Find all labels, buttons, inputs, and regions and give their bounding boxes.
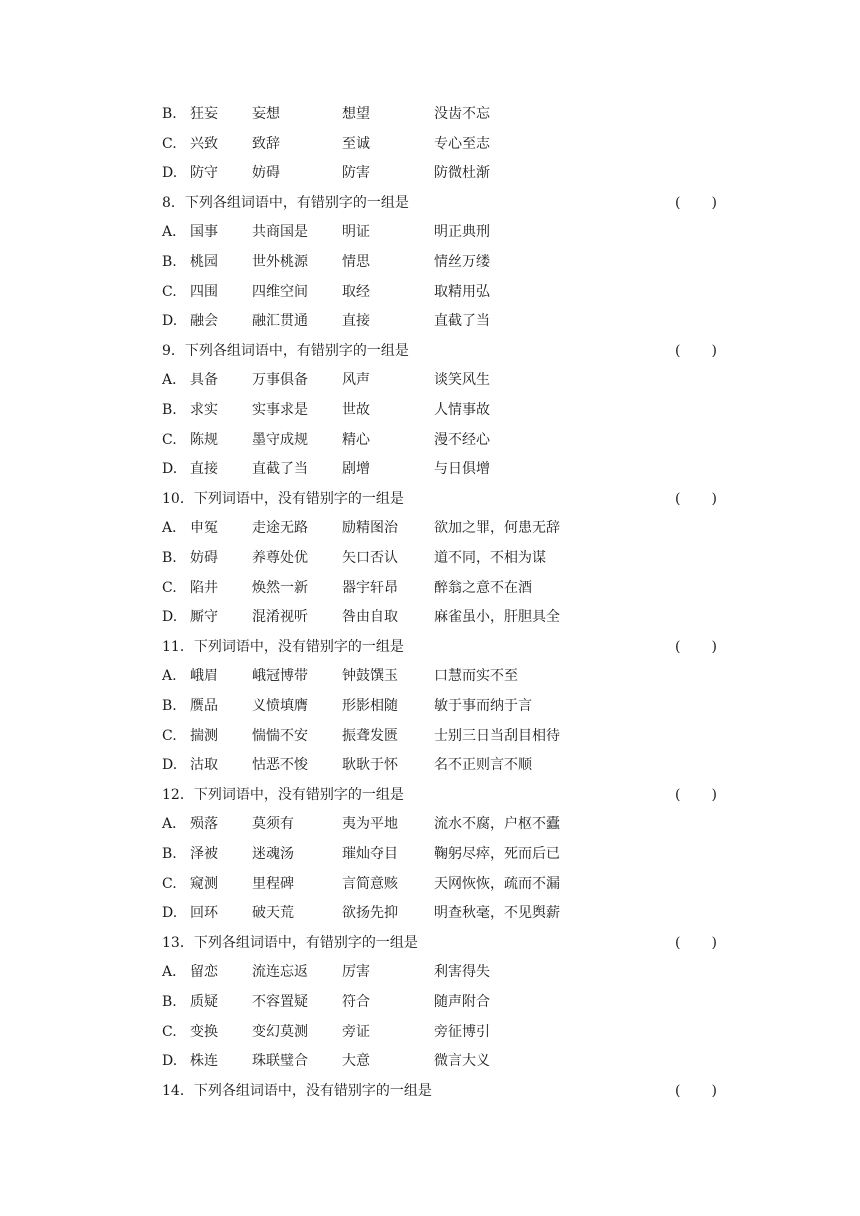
- option-word: 振聋发匮: [342, 728, 398, 744]
- option-label: B.: [162, 402, 177, 418]
- answer-bracket-open: (: [675, 491, 681, 507]
- answer-bracket-open: (: [675, 787, 681, 803]
- option-word: 四维空间: [252, 284, 308, 300]
- option-word: 株连: [190, 1053, 218, 1069]
- option-word: 咎由自取: [342, 609, 398, 625]
- option-word: 励精图治: [342, 520, 398, 536]
- option-label: A．: [162, 520, 187, 536]
- option-word: 取精用弘: [434, 284, 490, 300]
- answer-bracket: [675, 933, 717, 953]
- option-word: 妨碍: [190, 550, 218, 566]
- option-word: 实事求是: [252, 402, 308, 418]
- option-word: 没齿不忘: [434, 106, 490, 122]
- option-word: 直接: [190, 461, 218, 477]
- option-word: 里程碑: [252, 876, 294, 892]
- question-text: 13．下列各组词语中，有错别字的一组是: [162, 935, 418, 951]
- option-word: 防守: [190, 165, 218, 181]
- option-word: 至诚: [342, 136, 370, 152]
- question-text: 11．下列词语中，没有错别字的一组是: [162, 639, 404, 655]
- option-word: 不容置疑: [252, 994, 308, 1010]
- option-word: 天网恢恢，疏而不漏: [434, 876, 560, 892]
- question-text: 12．下列词语中，没有错别字的一组是: [162, 787, 404, 803]
- option-word: 陷井: [190, 580, 218, 596]
- option-word: 专心至志: [434, 136, 490, 152]
- answer-bracket-close: ): [711, 343, 717, 359]
- option-word: 殒落: [190, 816, 218, 832]
- question-text: 9．下列各组词语中，有错别字的一组是: [162, 343, 409, 359]
- answer-bracket: [675, 785, 717, 805]
- option-word: 大意: [342, 1053, 370, 1069]
- answer-bracket-close: ): [711, 787, 717, 803]
- option-label: D.: [162, 165, 178, 181]
- option-word: 流连忘返: [252, 964, 308, 980]
- option-word: 国事: [190, 224, 218, 240]
- option-word: 妄想: [252, 106, 280, 122]
- answer-bracket-open: (: [675, 195, 681, 211]
- option-label: B.: [162, 106, 177, 122]
- option-word: 与日俱增: [434, 461, 490, 477]
- answer-bracket: [675, 341, 717, 361]
- option-word: 走途无路: [252, 520, 308, 536]
- option-word: 万事俱备: [252, 372, 308, 388]
- option-word: 混淆视听: [252, 609, 308, 625]
- option-word: 名不正则言不顺: [434, 757, 532, 773]
- answer-bracket: [675, 193, 717, 213]
- option-word: 旁证: [342, 1024, 370, 1040]
- option-word: 漫不经心: [434, 432, 490, 448]
- option-word: 共商国是: [252, 224, 308, 240]
- option-word: 符合: [342, 994, 370, 1010]
- option-word: 口慧而实不至: [434, 668, 518, 684]
- question-text: 14．下列各组词语中，没有错别字的一组是: [162, 1083, 432, 1099]
- option-word: 耿耿于怀: [342, 757, 398, 773]
- option-word: 明证: [342, 224, 370, 240]
- option-label: C.: [162, 876, 177, 892]
- answer-bracket: [675, 1081, 717, 1101]
- option-word: 墨守成规: [252, 432, 308, 448]
- option-word: 具备: [190, 372, 218, 388]
- option-word: 致辞: [252, 136, 280, 152]
- answer-bracket-close: ): [711, 639, 717, 655]
- option-word: 剧增: [342, 461, 370, 477]
- option-label: C.: [162, 284, 177, 300]
- option-word: 钟鼓馔玉: [342, 668, 398, 684]
- option-word: 矢口否认: [342, 550, 398, 566]
- option-word: 焕然一新: [252, 580, 308, 596]
- option-label: C.: [162, 1024, 177, 1040]
- option-word: 情丝万缕: [434, 254, 490, 270]
- option-word: 器宇轩昂: [342, 580, 398, 596]
- option-word: 沽取: [190, 757, 218, 773]
- option-word: 怙恶不悛: [252, 757, 308, 773]
- option-word: 破天荒: [252, 905, 294, 921]
- option-label: B.: [162, 550, 177, 566]
- answer-bracket-close: ): [711, 491, 717, 507]
- question-text: 10．下列词语中，没有错别字的一组是: [162, 491, 404, 507]
- option-word: 璀灿夺目: [342, 846, 398, 862]
- option-label: A．: [162, 816, 187, 832]
- option-word: 质疑: [190, 994, 218, 1010]
- option-word: 申冤: [190, 520, 218, 536]
- option-label: D.: [162, 313, 178, 329]
- option-word: 防微杜渐: [434, 165, 490, 181]
- option-label: D.: [162, 1053, 178, 1069]
- option-label: B.: [162, 254, 177, 270]
- option-word: 言简意赅: [342, 876, 398, 892]
- option-word: 人情事故: [434, 402, 490, 418]
- option-word: 融汇贯通: [252, 313, 308, 329]
- option-word: 泽被: [190, 846, 218, 862]
- answer-bracket: [675, 637, 717, 657]
- option-word: 妨碍: [252, 165, 280, 181]
- answer-bracket: [675, 489, 717, 509]
- option-word: 直接: [342, 313, 370, 329]
- option-word: 留恋: [190, 964, 218, 980]
- option-word: 厮守: [190, 609, 218, 625]
- option-label: C.: [162, 580, 177, 596]
- option-label: C.: [162, 728, 177, 744]
- option-word: 风声: [342, 372, 370, 388]
- option-label: B.: [162, 994, 177, 1010]
- option-label: B.: [162, 846, 177, 862]
- option-label: A.: [162, 668, 177, 684]
- option-label: D.: [162, 757, 178, 773]
- option-word: 四围: [190, 284, 218, 300]
- option-word: 麻雀虽小，肝胆具全: [434, 609, 560, 625]
- option-word: 陈规: [190, 432, 218, 448]
- option-word: 兴致: [190, 136, 218, 152]
- option-word: 养尊处优: [252, 550, 308, 566]
- option-word: 情思: [342, 254, 370, 270]
- option-word: 流水不腐，户枢不蠹: [434, 816, 560, 832]
- option-label: D.: [162, 905, 178, 921]
- option-word: 狂妄: [190, 106, 218, 122]
- option-word: 义愤填膺: [252, 698, 308, 714]
- option-word: 利害得失: [434, 964, 490, 980]
- option-word: 直截了当: [434, 313, 490, 329]
- option-label: A．: [162, 224, 187, 240]
- option-word: 取经: [342, 284, 370, 300]
- option-word: 变换: [190, 1024, 218, 1040]
- option-label: A．: [162, 964, 187, 980]
- option-word: 明查秋毫，不见舆薪: [434, 905, 560, 921]
- option-word: 直截了当: [252, 461, 308, 477]
- answer-bracket-close: ): [711, 1083, 717, 1099]
- option-word: 世故: [342, 402, 370, 418]
- option-word: 峨眉: [190, 668, 218, 684]
- answer-bracket-close: ): [711, 935, 717, 951]
- option-word: 厉害: [342, 964, 370, 980]
- option-label: C.: [162, 432, 177, 448]
- option-label: D.: [162, 609, 178, 625]
- option-word: 珠联璧合: [252, 1053, 308, 1069]
- option-word: 微言大义: [434, 1053, 490, 1069]
- option-word: 谈笑风生: [434, 372, 490, 388]
- option-word: 赝品: [190, 698, 218, 714]
- option-word: 明正典刑: [434, 224, 490, 240]
- option-word: 融会: [190, 313, 218, 329]
- option-word: 欲加之罪，何患无辞: [434, 520, 560, 536]
- option-word: 敏于事而纳于言: [434, 698, 532, 714]
- option-word: 窥测: [190, 876, 218, 892]
- option-word: 随声附合: [434, 994, 490, 1010]
- option-word: 夷为平地: [342, 816, 398, 832]
- answer-bracket-open: (: [675, 935, 681, 951]
- option-word: 回环: [190, 905, 218, 921]
- option-word: 惴惴不安: [252, 728, 308, 744]
- option-word: 防害: [342, 165, 370, 181]
- option-label: C.: [162, 136, 177, 152]
- option-word: 莫须有: [252, 816, 294, 832]
- option-word: 欲扬先抑: [342, 905, 398, 921]
- option-label: B.: [162, 698, 177, 714]
- answer-bracket-open: (: [675, 639, 681, 655]
- option-label: A．: [162, 372, 187, 388]
- option-word: 鞠躬尽瘁，死而后已: [434, 846, 560, 862]
- option-word: 想望: [342, 106, 370, 122]
- option-word: 醉翁之意不在酒: [434, 580, 532, 596]
- option-word: 世外桃源: [252, 254, 308, 270]
- answer-bracket-close: ): [711, 195, 717, 211]
- option-word: 士别三日当刮目相待: [434, 728, 560, 744]
- option-word: 峨冠博带: [252, 668, 308, 684]
- option-word: 变幻莫测: [252, 1024, 308, 1040]
- question-text: 8．下列各组词语中，有错别字的一组是: [162, 195, 409, 211]
- option-word: 揣测: [190, 728, 218, 744]
- option-word: 形影相随: [342, 698, 398, 714]
- option-word: 精心: [342, 432, 370, 448]
- option-word: 桃园: [190, 254, 218, 270]
- answer-bracket-open: (: [675, 1083, 681, 1099]
- option-word: 求实: [190, 402, 218, 418]
- option-label: D.: [162, 461, 178, 477]
- answer-bracket-open: (: [675, 343, 681, 359]
- option-word: 迷魂汤: [252, 846, 294, 862]
- option-word: 道不同，不相为谋: [434, 550, 546, 566]
- option-word: 旁征博引: [434, 1024, 490, 1040]
